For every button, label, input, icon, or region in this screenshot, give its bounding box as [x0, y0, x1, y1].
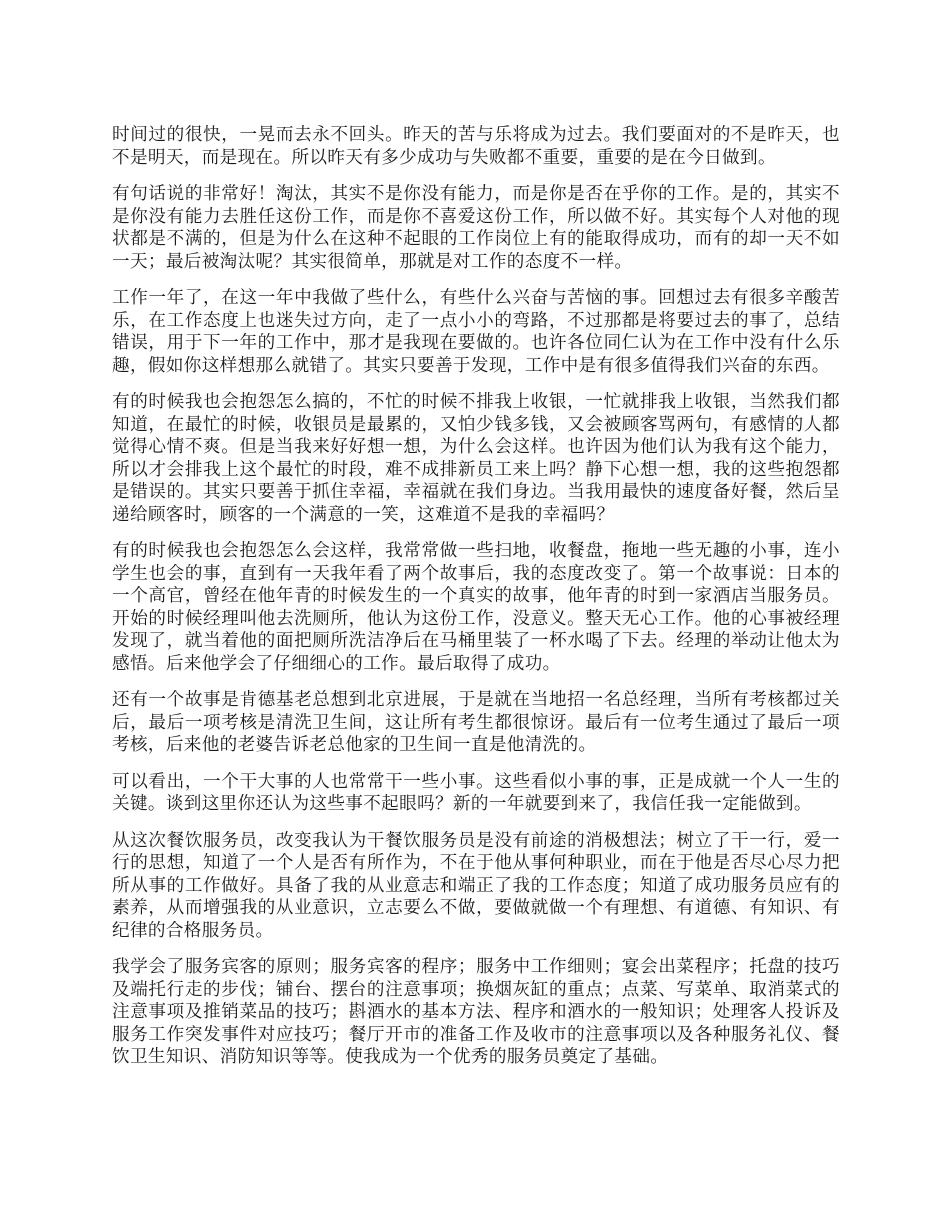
paragraph-1: 时间过的很快，一晃而去永不回头。昨天的苦与乐将成为过去。我们要面对的不是昨天，也不是明天，而是现在。所以昨天有多少成功与失败都不重要，重要的是在今日做到。	[112, 125, 840, 168]
document-body	[112, 124, 840, 1083]
paragraph-2: 有句话说的非常好！淘汰，其实不是你没有能力，而是你是否在乎你的工作。是的，其实不是你没有能力去胜任这份工作，而是你不喜爱这份工作，所以做不好。其实每个人对他的现状都是不满的，但是为什么在这种不起眼的工作岗位上有的能取得成功，而有的却一天不如一天；最后被淘汰呢？其实很简单，那就是对工作的态度不一样。	[112, 184, 840, 272]
paragraph-5: 有的时候我也会抱怨怎么会这样，我常常做一些扫地，收餐盘，拖地一些无趣的小事，连小学生也会的事，直到有一天我年看了两个故事后，我的态度改变了。第一个故事说：日本的一个高官，曾经在他年青的时候发生的一个真实的故事，他年青的时到一家酒店当服务员。开始的时候经理叫他去洗厕所，他认为这份工作，没意义。整天无心工作。他的心事被经理发现了，就当着他的面把厕所洗洁净后在马桶里装了一杯水喝了下去。经理的举动让他太为感悟。后来他学会了仔细细心的工作。最后取得了成功。	[112, 541, 840, 674]
paragraph-7: 可以看出，一个干大事的人也常常干一些小事。这些看似小事的事，正是成就一个人一生的关键。谈到这里你还认为这些事不起眼吗？新的一年就要到来了，我信任我一定能做到。	[112, 771, 840, 814]
paragraph-4: 有的时候我也会抱怨怎么搞的，不忙的时候不排我上收银，一忙就排我上收银，当然我们都知道，在最忙的时候，收银员是最累的，又怕少钱多钱，又会被顾客骂两句，有感情的人都觉得心情不爽。但是当我来好好想一想，为什么会这样。也许因为他们认为我有这个能力，所以才会排我上这个最忙的时段，难不成排新员工来上吗？静下心想一想，我的这些抱怨都是错误的。其实只要善于抓住幸福，幸福就在我们身边。当我用最快的速度备好餐，然后呈递给顾客时，顾客的一个满意的一笑，这难道不是我的幸福吗？	[112, 392, 840, 525]
paragraph-9: 我学会了服务宾客的原则；服务宾客的程序；服务中工作细则；宴会出菜程序；托盘的技巧及端托行走的步伐；铺台、摆台的注意事项；换烟灰缸的重点；点菜、写菜单、取消菜式的注意事项及推销菜品的技巧；斟酒水的基本方法、程序和酒水的一般知识；处理客人投诉及服务工作突发事件对应技巧；餐厅开市的准备工作及收市的注意事项以及各种服务礼仪、餐饮卫生知识、消防知识等等。使我成为一个优秀的服务员奠定了基础。	[112, 957, 840, 1067]
paragraph-8: 从这次餐饮服务员，改变我认为干餐饮服务员是没有前途的消极想法；树立了干一行，爱一行的思想，知道了一个人是否有所作为，不在于他从事何种职业，而在于他是否尽心尽力把所从事的工作做好。具备了我的从业意志和端正了我的工作态度；知道了成功服务员应有的素养，从而增强我的从业意识，立志要么不做，要做就做一个有理想、有道德、有知识、有纪律的合格服务员。	[112, 830, 840, 941]
paragraph-3: 工作一年了，在这一年中我做了些什么，有些什么兴奋与苦恼的事。回想过去有很多辛酸苦乐，在工作态度上也迷失过方向，走了一点小小的弯路，不过那都是将要过去的事了，总结错误，用于下一年的工作中，那才是我现在要做的。也许各位同仁认为在工作中没有什么乐趣，假如你这样想那么就错了。其实只要善于发现，工作中是有很多值得我们兴奋的东西。	[112, 288, 840, 376]
paragraph-6: 还有一个故事是肯德基老总想到北京进展，于是就在当地招一名总经理，当所有考核都过关后，最后一项考核是清洗卫生间，这让所有考生都很惊讶。最后有一位考生通过了最后一项考核，后来他的老婆告诉老总他家的卫生间一直是他清洗的。	[112, 690, 840, 755]
